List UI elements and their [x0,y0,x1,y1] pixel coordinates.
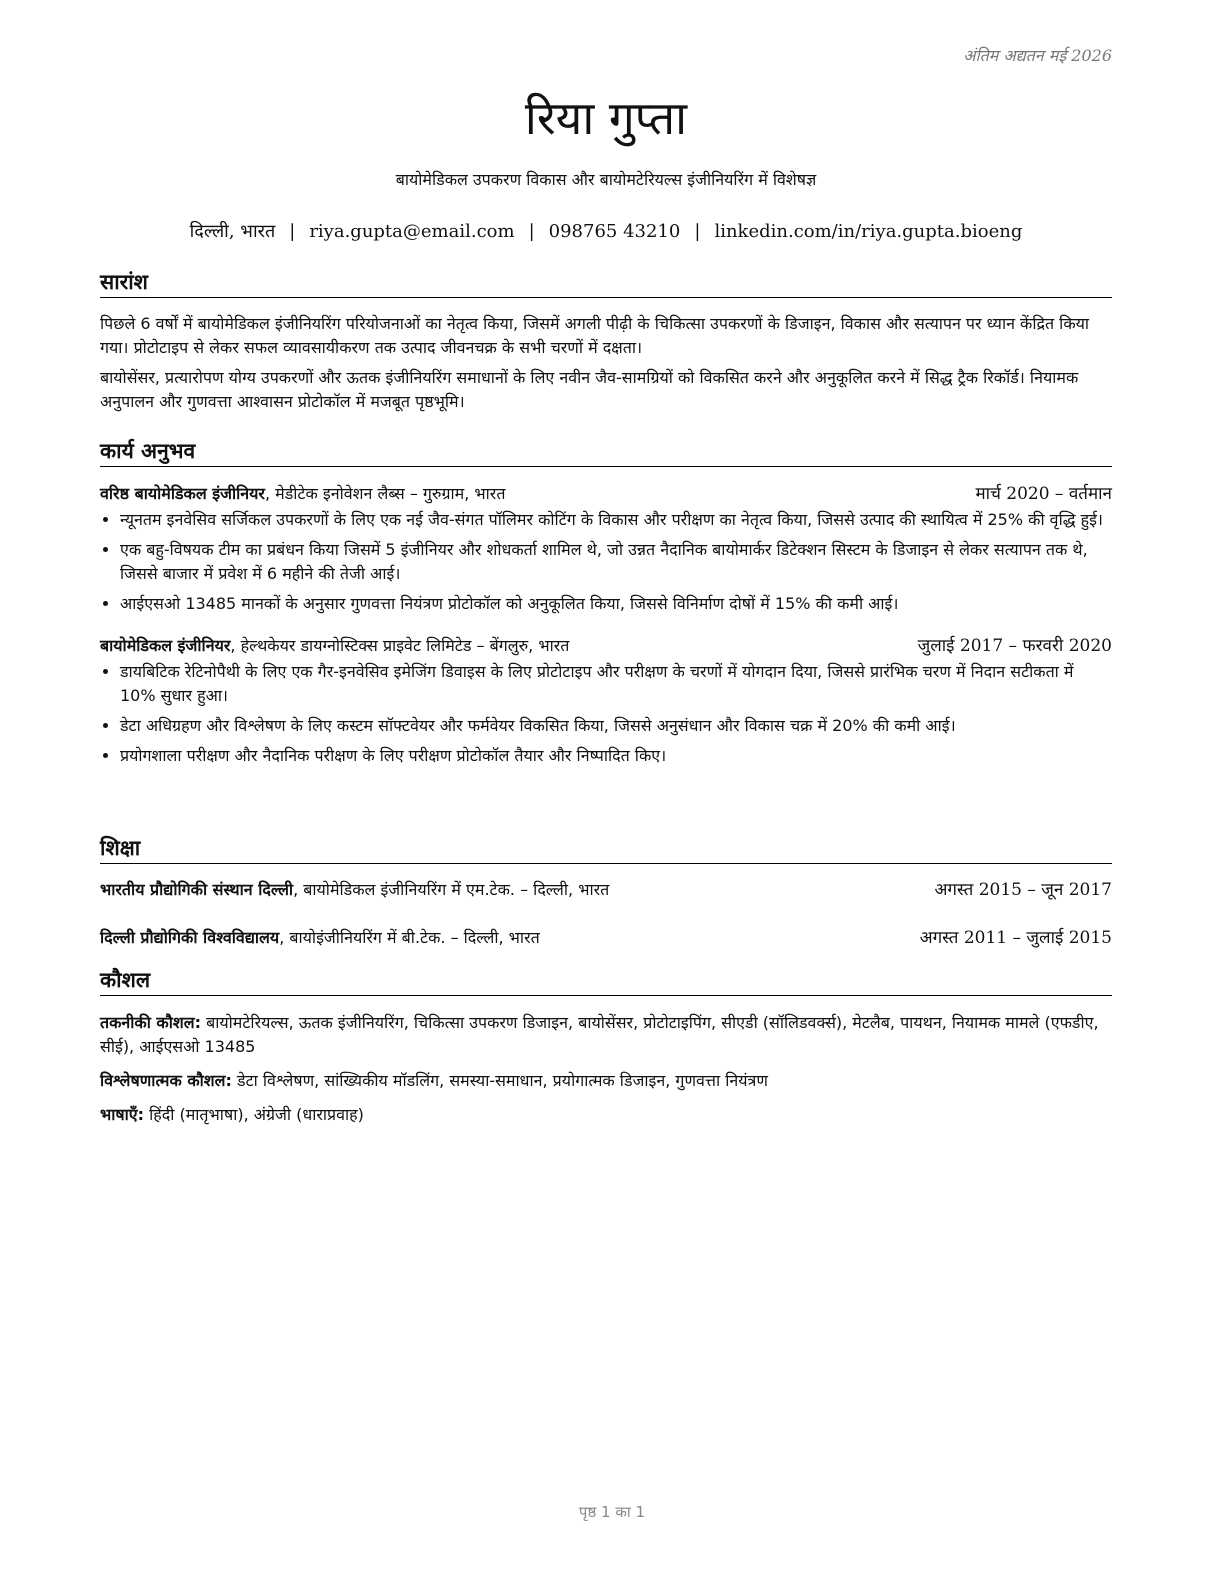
section-title: शिक्षा [100,834,1112,864]
school-name: दिल्ली प्रौद्योगिकी विश्वविद्यालय [100,928,280,947]
summary-section [100,268,1112,414]
bullet-item: • आईएसओ 13485 मानकों के अनुसार गुणवत्ता नियंत्रण प्रोटोकॉल को अनुकूलित किया, जिससे विनिर्माण दोषों में 15% की कमी आई। [120,592,1112,616]
candidate-name: रिया गुप्ता [524,91,688,145]
bullet-item: • प्रयोगशाला परीक्षण और नैदानिक परीक्षण के लिए परीक्षण प्रोटोकॉल तैयार और निष्पादित किए। [120,744,1112,768]
skill-value: बायोमटेरियल्स, ऊतक इंजीनियरिंग, चिकित्सा उपकरण डिजाइन, बायोसेंसर, प्रोटोटाइपिंग, सीएडी (सॉलिडवर्क्स), मेटलैब, पायथन, नियामक मामले (एफडीए, सीई), आईएसओ 13485 [100,1013,1099,1056]
section-title: कार्य अनुभव [100,437,1112,467]
skill-value: डेटा विश्लेषण, सांख्यिकीय मॉडलिंग, समस्या-समाधान, प्रयोगात्मक डिजाइन, गुणवत्ता नियंत्रण [231,1071,768,1090]
skill-analytical [100,1069,1112,1093]
contact-linkedin[interactable]: linkedin.com/in/riya.gupta.bioeng [714,221,1023,242]
job-role: बायोमेडिकल इंजीनियर [100,636,231,655]
section-title: सारांश [100,268,1112,298]
contact-line [100,219,1112,243]
separator: | [694,221,701,242]
education-entry [100,878,1112,902]
skills-section [100,966,1112,1137]
education-date: अगस्त 2015 – जून 2017 [934,880,1112,900]
skill-value: हिंदी (मातृभाषा), अंग्रेजी (धाराप्रवाह) [144,1105,364,1124]
job-role: वरिष्ठ बायोमेडिकल इंजीनियर [100,484,265,503]
job-entry [100,482,1112,616]
job-date: जुलाई 2017 – फरवरी 2020 [917,636,1112,656]
skill-technical [100,1011,1112,1059]
job-entry [100,634,1112,768]
education-entry [100,926,1112,950]
job-date: मार्च 2020 – वर्तमान [975,484,1112,504]
tagline: बायोमेडिकल उपकरण विकास और बायोमटेरियल्स इंजीनियरिंग में विशेषज्ञ [395,170,817,189]
degree-detail: , बायोइंजीनियरिंग में बी.टेक. – दिल्ली, भारत [279,928,540,947]
experience-section [100,437,1112,774]
skill-languages [100,1103,1112,1127]
degree-detail: , बायोमेडिकल इंजीनियरिंग में एम.टेक. – दिल्ली, भारत [293,880,610,899]
bullet-item: • एक बहु-विषयक टीम का प्रबंधन किया जिसमें 5 इंजीनियर और शोधकर्ता शामिल थे, जो उन्नत नैदानिक बायोमार्कर डिटेक्शन सिस्टम के डिजाइन से लेकर सत्यापन तक थे, जिससे बाजार में प्रवेश में 6 महीने की तेजी आई। [120,538,1112,586]
bullet-item: • न्यूनतम इनवेसिव सर्जिकल उपकरणों के लिए एक नई जैव-संगत पॉलिमर कोटिंग के विकास और परीक्षण का नेतृत्व किया, जिससे उत्पाद की स्थायित्व में 25% की वृद्धि हुई। [120,508,1112,532]
contact-email[interactable]: riya.gupta@email.com [309,221,515,242]
education-date: अगस्त 2011 – जुलाई 2015 [919,928,1112,948]
contact-phone: 098765 43210 [548,221,681,242]
job-header [100,482,1112,506]
contact-location: दिल्ली, भारत [189,221,276,242]
school-name: भारतीय प्रौद्योगिकी संस्थान दिल्ली [100,880,294,899]
job-bullets [100,508,1112,616]
job-org: , हेल्थकेयर डायग्नोस्टिक्स प्राइवेट लिमिटेड – बेंगलुरु, भारत [230,636,570,655]
job-bullets [100,660,1112,768]
bullet-item: • डेटा अधिग्रहण और विश्लेषण के लिए कस्टम सॉफ्टवेयर और फर्मवेयर विकसित किया, जिससे अनुसंधान और विकास चक्र में 20% की कमी आई। [120,714,1112,738]
page-number: पृष्ठ 1 का 1 [578,1503,646,1521]
separator: | [528,221,535,242]
summary-paragraph: बायोसेंसर, प्रत्यारोपण योग्य उपकरणों और ऊतक इंजीनियरिंग समाधानों के लिए नवीन जैव-सामग्रियों को विकसित करने और अनुकूलित करने में सिद्ध ट्रैक रिकॉर्ड। नियामक अनुपालन और गुणवत्ता आश्वासन प्रोटोकॉल में मजबूत पृष्ठभूमि। [100,368,1079,411]
job-org: , मेडीटेक इनोवेशन लैब्स – गुरुग्राम, भारत [264,484,506,503]
skill-label: तकनीकी कौशल: [100,1013,201,1032]
skill-label: विश्लेषणात्मक कौशल: [100,1071,232,1090]
separator: | [289,221,296,242]
section-title: कौशल [100,966,1112,996]
last-updated: अंतिम अद्यतन मई 2026 [963,46,1112,65]
summary-paragraph: पिछले 6 वर्षों में बायोमेडिकल इंजीनियरिंग परियोजनाओं का नेतृत्व किया, जिसमें अगली पीढ़ी के चिकित्सा उपकरणों के डिजाइन, विकास और सत्यापन पर ध्यान केंद्रित किया गया। प्रोटोटाइप से लेकर सफल व्यावसायीकरण तक उत्पाद जीवनचक्र के सभी चरणों में दक्षता। [100,314,1090,357]
job-header [100,634,1112,658]
bullet-item: • डायबिटिक रेटिनोपैथी के लिए एक गैर-इनवेसिव इमेजिंग डिवाइस के लिए प्रोटोटाइप और परीक्षण के चरणों में योगदान दिया, जिससे प्रारंभिक चरण में निदान सटीकता में 10% सुधार हुआ। [120,660,1112,708]
education-section [100,834,1112,950]
skill-label: भाषाएँ: [100,1105,145,1124]
